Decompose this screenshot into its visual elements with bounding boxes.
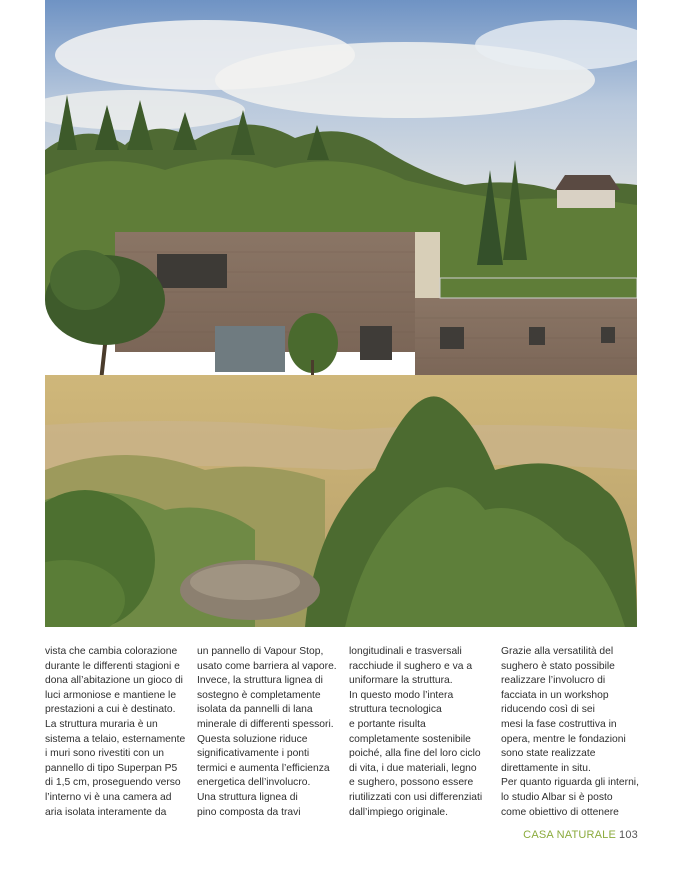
text-line: longitudinali e trasversali <box>349 646 462 657</box>
text-line: pino composta da travi <box>197 806 301 818</box>
text-line: lo studio Albar si è posto <box>501 791 613 803</box>
text-column-3 <box>349 645 487 820</box>
text-line: Grazie alla versatilità del <box>501 646 614 657</box>
text-line: Invece, la struttura lignea di <box>197 675 323 687</box>
house-photo <box>45 0 637 627</box>
text-line: usato come barriera al vapore. <box>197 660 337 672</box>
text-column-4 <box>501 645 639 820</box>
text-line: mesi la fase costruttiva in <box>501 718 617 730</box>
text-line: l’interno vi è una camera ad <box>45 791 172 803</box>
text-line: Per quanto riguarda gli interni, <box>501 777 639 789</box>
page-number: 103 <box>619 829 638 841</box>
text-line: dona all’abitazione un gioco di <box>45 675 183 687</box>
text-line: come obiettivo di ottenere <box>501 806 619 818</box>
text-line: sughero è stato possibile <box>501 660 615 672</box>
text-line: prestazioni a cui è destinato. <box>45 704 176 716</box>
magazine-name: CASA NATURALE <box>523 829 617 841</box>
text-line: completamente sostenibile <box>349 733 471 745</box>
text-line: riducendo così di sei <box>501 704 595 716</box>
text-line: poiché, alla fine del loro ciclo <box>349 748 481 760</box>
text-column-1 <box>45 645 186 820</box>
text-column-2 <box>197 645 335 820</box>
text-line: energetica dell’involucro. <box>197 777 311 789</box>
text-line: un pannello di Vapour Stop, <box>197 646 324 657</box>
text-line: vista che cambia colorazione <box>45 646 178 657</box>
column-1-text <box>45 645 186 820</box>
text-line: Una struttura lignea di <box>197 791 298 803</box>
text-line: termici e aumenta l’efficienza <box>197 762 330 774</box>
text-line: facciata in un workshop <box>501 689 609 701</box>
text-line: durante le differenti stagioni e <box>45 660 180 672</box>
text-line: direttamente in situ. <box>501 762 591 774</box>
page-footer <box>523 829 638 841</box>
text-line: riutilizzati con usi differenziati <box>349 791 483 803</box>
text-line: i muri sono rivestiti con un <box>45 748 165 760</box>
article-body <box>45 645 639 825</box>
text-line: e portante risulta <box>349 718 426 730</box>
text-line: La struttura muraria è un <box>45 718 158 730</box>
text-line: minerale di differenti spessori. <box>197 718 334 730</box>
text-line: In questo modo l’intera <box>349 689 454 701</box>
column-3-text <box>349 645 487 820</box>
text-line: realizzare l’involucro di <box>501 675 606 687</box>
column-4-text <box>501 645 639 820</box>
text-line: struttura tecnologica <box>349 704 442 716</box>
column-2-text <box>197 645 335 820</box>
text-line: isolata da pannelli di lana <box>197 704 313 716</box>
text-line: luci armoniose e mantiene le <box>45 689 177 701</box>
text-line: pannello di tipo Superpan P5 <box>45 762 178 774</box>
text-line: Questa soluzione riduce <box>197 733 308 745</box>
text-line: e sughero, possono essere <box>349 777 474 789</box>
text-line: dall’impiego originale. <box>349 806 449 818</box>
text-line: di vita, i due materiali, legno <box>349 762 477 774</box>
text-line: uniformare la struttura. <box>349 675 453 687</box>
text-line: racchiude il sughero e va a <box>349 660 473 672</box>
text-line: aria isolata interamente da <box>45 806 167 818</box>
text-line: sistema a telaio, esternamente <box>45 733 186 745</box>
text-line: opera, mentre le fondazioni <box>501 733 626 745</box>
text-line: di 1,5 cm, proseguendo verso <box>45 777 181 789</box>
text-line: sostegno è completamente <box>197 689 321 701</box>
text-line: significativamente i ponti <box>197 748 310 760</box>
text-line: sono state realizzate <box>501 748 596 760</box>
